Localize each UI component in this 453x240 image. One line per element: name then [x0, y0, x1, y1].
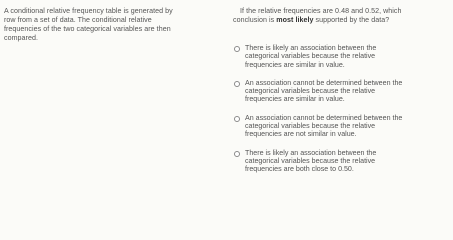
radio-button-icon[interactable] — [234, 151, 240, 157]
question-line-2-suffix: supported by the data? — [313, 16, 390, 24]
option-4-line-3: frequencies are both close to 0.50. — [245, 165, 354, 174]
context-line-1: A conditional relative frequency table is generated by — [4, 7, 173, 15]
answer-option-2[interactable] — [233, 79, 451, 104]
answer-option-1[interactable] — [233, 44, 451, 69]
radio-button-icon[interactable] — [234, 46, 240, 52]
question-line-2 — [233, 16, 449, 25]
answer-options — [233, 44, 451, 184]
answer-option-4[interactable] — [233, 149, 451, 174]
option-2-line-3: frequencies are similar in value. — [245, 95, 345, 104]
question-line-1: If the relative frequencies are 0.48 and 0.52, which — [240, 7, 402, 15]
context-line-4: compared. — [4, 34, 38, 42]
option-1-line-3: frequencies are similar in value. — [245, 60, 345, 69]
radio-button-icon[interactable] — [234, 81, 240, 87]
context-line-2: row from a set of data. The conditional relative — [4, 16, 152, 24]
context-line-3: frequencies of the two categorical variables are then — [4, 25, 171, 33]
answer-option-3[interactable] — [233, 114, 451, 139]
option-1-line-1: There is likely an association between the — [245, 44, 377, 52]
radio-button-icon[interactable] — [234, 116, 240, 122]
option-1-line-2: categorical variables because the relative — [245, 52, 376, 61]
context-paragraph — [4, 7, 226, 43]
option-2-line-2: categorical variables because the relative — [245, 87, 376, 96]
option-3-line-1: An association cannot be determined between the — [245, 113, 403, 122]
option-2-line-1: An association cannot be determined between the — [245, 78, 403, 87]
option-4-line-2: categorical variables because the relative — [245, 156, 376, 165]
option-4-line-1: There is likely an association between the — [245, 148, 377, 157]
option-3-line-3: frequencies are not similar in value. — [245, 130, 357, 139]
question-emphasis: most likely — [276, 16, 314, 24]
option-3-line-2: categorical variables because the relative — [245, 122, 376, 131]
question-stem — [233, 7, 449, 25]
question-line-2-prefix: conclusion is — [233, 16, 277, 24]
